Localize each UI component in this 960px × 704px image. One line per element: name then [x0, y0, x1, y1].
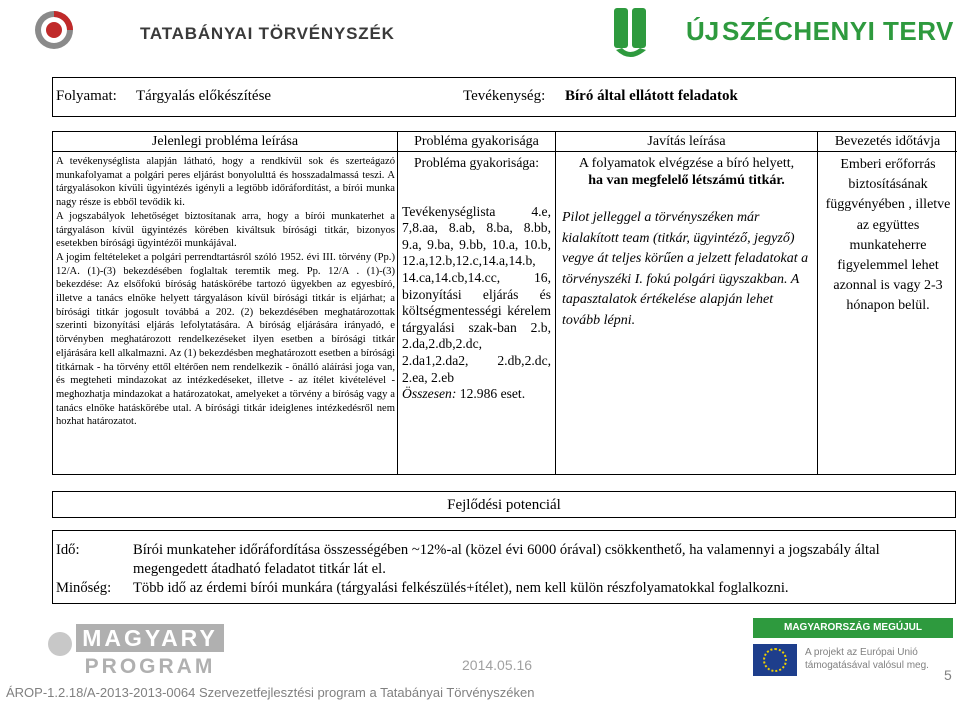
frequency-text: Tevékenységlista 4.e, 7,8.aa, 8.ab, 8.ba, 8.bb, 9.a, 9.ba, 9.bb, 10.a, 10.b, 12.a,12.b,12.c,14.a,14.b, 14.ca,14.cb,14.cc, 16, bizonyítási eljárás és költségmentességi kérelem tárgyalási szak-ban 2.b, 2.da,2.db,2.dc, 2.da1,2.da2, 2.db,2.dc, 2.ea, 2.eb	[402, 203, 551, 385]
magyary-line-2: PROGRAM	[84, 655, 216, 678]
eu-support-text: A projekt az Európai Unió támogatásával valósul meg.	[805, 647, 929, 671]
fix-body	[556, 153, 817, 332]
eu-banner: MAGYARORSZÁG MEGÚJUL	[753, 618, 953, 638]
szechenyi-leaf-icon	[612, 4, 676, 60]
time-header: Bevezetés időtávja	[818, 132, 957, 152]
minoseg-text: Több idő az érdemi bírói munkára (tárgyalási felkészülés+ítélet), nem kell külön részfolyamatokkal foglalkozni.	[133, 580, 789, 596]
folyamat-value: Tárgyalás előkészítése	[136, 88, 272, 104]
tatabanyai-torvenyszek-logo	[30, 8, 395, 52]
eu-support-logo	[753, 618, 953, 684]
problem-table	[52, 131, 956, 475]
uj-label: ÚJ	[686, 16, 720, 46]
frequency-total	[402, 386, 551, 403]
frequency-column	[397, 132, 555, 474]
page-number: 5	[944, 667, 952, 683]
potential-title: Fejlődési potenciál	[52, 491, 956, 518]
problem-header: Jelenlegi probléma leírása	[53, 132, 397, 152]
folyamat-label: Folyamat:	[56, 88, 117, 104]
fix-line-1: A folyamatok elvégzése a bíró helyett,	[578, 156, 795, 171]
fix-line-2: ha van megfelelő létszámú titkár.	[588, 173, 785, 188]
fix-text: Pilot jelleggel a törvényszéken már kialakított team (titkár, ügyintéző, jegyző) vegye át teljes körűen a jelzett feladatokat a törvényszéki I. fokú polgári ügyszakban. A tapasztalatok értékelése alapján lehet tovább lépni.	[562, 210, 809, 328]
problem-paragraph: A tevékenységlista alapján látható, hogy a rendkívül sok és szerteágazó munkafolyamat a polgári peres eljárást bonyolulttá és hosszadalmassá teszi. A tárgyalásokon kívüli ügyintézés igényli a legtöbb időráfordítást, a bírói munka nagy része is ebből tevődik ki.	[56, 156, 395, 209]
problem-paragraph: A jogszabályok lehetőséget biztosítanak arra, hogy a bírói munkaterhet a tárgyaláson kívül ügyintézés körében kiváltsuk bírósági titkár, bizonyos esetekben bírósági ügyintézői munkájával.	[56, 210, 395, 250]
time-text: Emberi erőforrás biztosításának függvényében , illetve az együttes munkateherre figyelemmel lehet azonnal is vagy 2-3 hónapon belül.	[825, 157, 951, 314]
szechenyi-terv-label: SZÉCHENYI TERV	[722, 16, 954, 46]
fix-column	[555, 132, 817, 474]
court-name: TATABÁNYAI TÖRVÉNYSZÉK	[140, 24, 395, 43]
fix-header: Javítás leírása	[556, 132, 817, 152]
magyary-program-logo	[48, 622, 228, 684]
magyary-line-1: MAGYARY	[76, 624, 224, 652]
time-column	[817, 132, 957, 474]
frequency-total-value: 12.986 eset.	[459, 386, 526, 402]
ido-text: Bírói munkateher időráfordítása összességében ~12%-al (közel évi 6000 órával) csökkenthető, ha valamennyi a jogszabály által megengedett átadható feladatot titkár lát el.	[133, 542, 880, 577]
ido-label: Idő:	[56, 542, 80, 558]
court-crest-icon	[30, 8, 92, 52]
magyary-emblem-icon	[48, 632, 72, 656]
problem-description	[53, 153, 397, 429]
frequency-total-label: Összesen:	[402, 386, 457, 402]
tevekenyseg-value: Bíró által ellátott feladatok	[565, 88, 738, 104]
process-header	[52, 77, 956, 117]
potential-body	[52, 530, 956, 604]
frequency-header: Probléma gyakorisága	[398, 132, 555, 152]
footer-project: ÁROP-1.2.18/A-2013-2013-0064 Szervezetfejlesztési program a Tatabányai Törvényszéken	[6, 685, 535, 700]
tevekenyseg-label: Tevékenység:	[463, 88, 546, 104]
minoseg-label: Minőség:	[56, 580, 112, 596]
frequency-body	[398, 153, 555, 403]
szechenyi-terv-logo	[612, 4, 954, 60]
footer-date: 2014.05.16	[462, 657, 533, 673]
problem-paragraph: A jogim feltételeket a polgári perrendtartásról szóló 1952. évi III. törvény (Pp.) 12/A. (1)-(3) bekezdésében foglaltak teremtik meg. Pp. 12/A . (1)-(3) bekezdése: Az elsőfokú bíróság hatáskörébe tartozó ügyekben az egyesbíró, illetve a tanács elnöke helyett tárgyaláson kívül bírósági titkár is eljárhat; a bírósági titkár jogosult továbbá a 202. (2) bekezdésében meghatározottak szerinti bizonyítási eljárás lefolytatására. A bíróság eljárására irányadó, e törvényben meghatározott rendelkezéseket ilyen esetben a bírósági titkár eljárására kell alkalmazni. Az (1) bekezdésben meghatározott esetben a bírósági titkárnak - ha törvény ettől eltérően nem rendelkezik - önálló aláírási joga van, és megteheti mindazokat az intézkedéseket, illetve - az ítélet kivételével - meghozhatja mindazokat a határozatokat, amelyeket a törvény a bíróság vagy a tanács elnöke hatáskörébe utal. A bírósági titkár ideiglenes intézkedésről nem hozhat határozatot.	[56, 251, 395, 428]
eu-flag-icon	[753, 644, 797, 676]
frequency-label: Probléma gyakorisága:	[414, 155, 539, 170]
problem-column	[53, 132, 397, 474]
